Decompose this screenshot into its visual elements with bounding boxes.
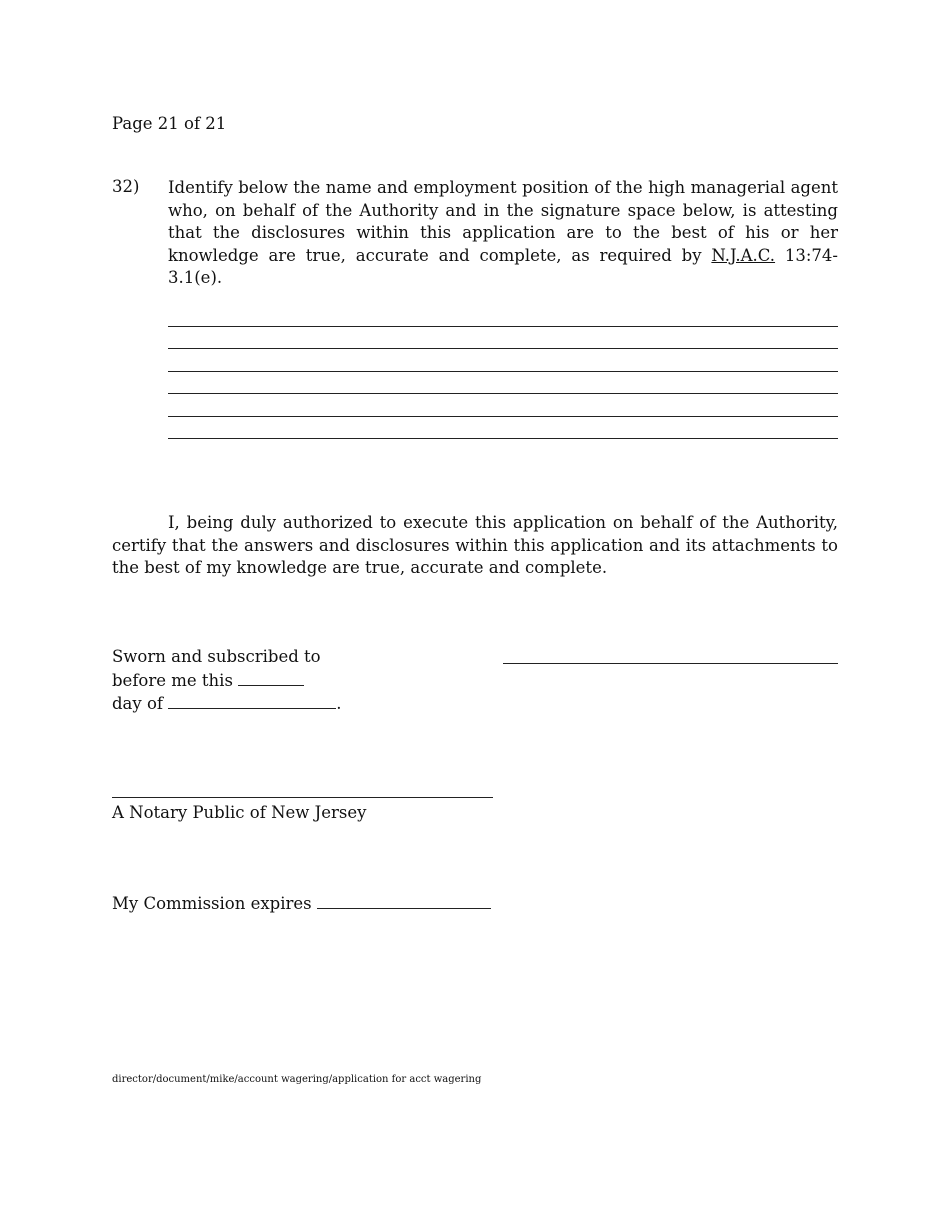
sworn-line-1: Sworn and subscribed to <box>112 647 321 666</box>
citation-link: N.J.A.C. <box>711 245 776 265</box>
commission-label: My Commission expires <box>112 894 312 913</box>
commission-date-blank[interactable] <box>317 892 491 909</box>
commission-expiry <box>112 892 491 913</box>
question-line-1: Identify below the name and employment position of the high managerial agent <box>168 178 838 197</box>
question-text <box>168 177 838 290</box>
notary-label: A Notary Public of New Jersey <box>112 803 367 822</box>
answer-line[interactable] <box>168 372 838 395</box>
answer-line[interactable] <box>168 417 838 440</box>
sworn-day-blank[interactable] <box>238 669 304 686</box>
sworn-line-3 <box>112 692 342 716</box>
answer-line[interactable] <box>168 349 838 372</box>
answer-line[interactable] <box>168 394 838 417</box>
question-number: 32) <box>112 177 140 196</box>
signature-line[interactable] <box>503 663 838 664</box>
question-line-4 <box>168 245 838 290</box>
page-number: Page 21 of 21 <box>112 114 227 133</box>
sworn-line-3-period: . <box>336 694 342 713</box>
sworn-month-blank[interactable] <box>168 692 336 709</box>
notary-signature-line[interactable] <box>112 797 493 798</box>
answer-line[interactable] <box>168 327 838 350</box>
question-line-4-text: knowledge are true, accurate and complete, as required by <box>168 245 712 265</box>
question-line-4-suffix: 13:74-3.1(e). <box>168 245 839 287</box>
question-line-2: who, on behalf of the Authority and in the signature space below, is attesting <box>168 200 838 220</box>
sworn-block <box>112 646 342 716</box>
question-line-3: that the disclosures within this application are to the best of his or her <box>168 223 838 242</box>
sworn-line-2-text: before me this <box>112 670 233 690</box>
answer-lines[interactable] <box>168 304 838 439</box>
sworn-line-2 <box>112 669 342 693</box>
footer-file-path: director/document/mike/account wagering/application for acct wagering <box>112 1074 482 1085</box>
sworn-line-3-text: day of <box>112 694 164 713</box>
answer-line[interactable] <box>168 304 838 327</box>
certification-statement: I, being duly authorized to execute this application on behalf of the Authority, certify that the answers and disclosures within this application and its attachments to the best of my knowledge are true, accurate and complete. <box>112 513 838 577</box>
